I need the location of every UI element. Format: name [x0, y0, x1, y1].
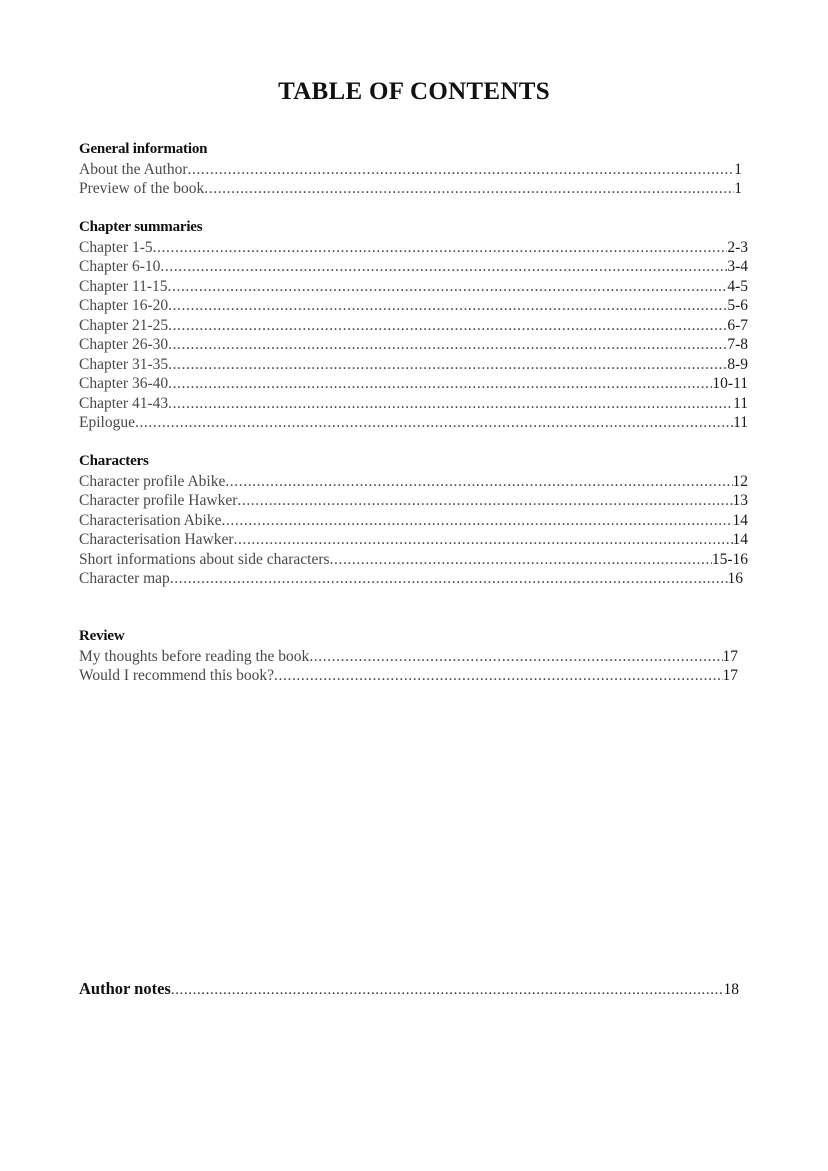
entry-label: Chapter 41-43: [79, 394, 169, 412]
entry-page: 14: [732, 511, 748, 529]
entry-label: Would I recommend this book?: [79, 667, 275, 684]
entry-page: 10-11: [712, 375, 748, 392]
toc-entry[interactable]: [79, 316, 748, 336]
dot-leader: [168, 374, 712, 394]
entry-label: Chapter 31-35: [79, 355, 169, 373]
dot-leader: [168, 394, 733, 414]
author-notes-page: 18: [723, 981, 739, 998]
dot-leader: [135, 413, 733, 433]
entry-page: 11: [733, 414, 748, 431]
entry-page: 17: [722, 667, 738, 684]
toc-entry[interactable]: [79, 569, 743, 589]
toc-entry[interactable]: [79, 530, 748, 550]
dot-leader: [204, 179, 734, 199]
section-characters: [79, 452, 748, 589]
entry-page: 5-6: [727, 297, 748, 314]
toc-entry[interactable]: [79, 257, 748, 277]
dot-leader: [188, 160, 735, 180]
author-notes-label: Author notes: [79, 979, 171, 998]
entry-label: Chapter 16-20: [79, 297, 169, 314]
section-chapter-summaries: [79, 218, 748, 433]
toc-entry[interactable]: [79, 647, 738, 667]
dot-leader: [237, 491, 732, 511]
toc-entry[interactable]: [79, 666, 738, 686]
section-heading: Review: [79, 628, 125, 644]
toc-entry[interactable]: [79, 472, 748, 492]
toc-entry[interactable]: [79, 160, 742, 180]
entry-page: 12: [732, 472, 748, 490]
entry-label: Character map: [79, 570, 170, 587]
entry-page: 4-5: [727, 277, 748, 295]
toc-entry[interactable]: [79, 550, 748, 570]
entry-page: 7-8: [727, 336, 748, 353]
section-heading: Chapter summaries: [79, 219, 203, 235]
dot-leader: [171, 980, 724, 1000]
toc-entry[interactable]: [79, 413, 748, 433]
entry-label: Characterisation Hawker: [79, 531, 234, 548]
entry-label: Chapter 11-15: [79, 277, 168, 295]
dot-leader: [234, 530, 733, 550]
entry-page: 8-9: [727, 355, 748, 373]
dot-leader: [274, 666, 722, 686]
entry-label: Characterisation Abike: [79, 511, 222, 529]
entry-label: Preview of the book: [79, 180, 205, 197]
entry-label: About the Author: [79, 160, 188, 178]
entry-label: Chapter 21-25: [79, 316, 169, 334]
section-review: [79, 627, 738, 686]
toc-entry[interactable]: [79, 277, 748, 297]
entry-label: Chapter 6-10: [79, 258, 161, 275]
entry-page: 3-4: [727, 258, 748, 275]
entry-page: 15-16: [711, 550, 748, 568]
entry-page: 16: [727, 570, 743, 587]
toc-entry[interactable]: [79, 355, 748, 375]
toc-entry[interactable]: [79, 238, 748, 258]
dot-leader: [168, 296, 727, 316]
dot-leader: [309, 647, 722, 667]
entry-page: 14: [732, 531, 748, 548]
entry-page: 11: [733, 394, 748, 412]
entry-label: My thoughts before reading the book: [79, 647, 310, 665]
toc-entry[interactable]: [79, 491, 748, 511]
author-notes-entry[interactable]: [79, 979, 739, 1000]
dot-leader: [168, 316, 727, 336]
entry-page: 2-3: [727, 238, 748, 256]
entry-page: 13: [732, 492, 748, 509]
entry-label: Character profile Hawker: [79, 492, 238, 509]
page-title: TABLE OF CONTENTS: [278, 78, 550, 105]
entry-label: Chapter 1-5: [79, 238, 153, 256]
toc-entry[interactable]: [79, 374, 748, 394]
entry-label: Chapter 36-40: [79, 375, 169, 392]
entry-page: 1: [734, 180, 742, 197]
dot-leader: [168, 335, 727, 355]
dot-leader: [221, 511, 732, 531]
toc-entry[interactable]: [79, 179, 742, 199]
dot-leader: [225, 472, 732, 492]
section-heading: General information: [79, 141, 208, 157]
dot-leader: [168, 277, 728, 297]
section-heading: Characters: [79, 453, 149, 469]
dot-leader: [168, 355, 727, 375]
entry-label: Character profile Abike: [79, 472, 226, 490]
dot-leader: [153, 238, 728, 258]
entry-page: 1: [734, 160, 742, 178]
entry-label: Epilogue: [79, 414, 135, 431]
toc-entry[interactable]: [79, 296, 748, 316]
dot-leader: [330, 550, 712, 570]
toc-entry[interactable]: [79, 335, 748, 355]
toc-entry[interactable]: [79, 511, 748, 531]
section-general-information: [79, 140, 742, 199]
entry-page: 17: [722, 647, 738, 665]
entry-page: 6-7: [727, 316, 748, 334]
entry-label: Short informations about side characters: [79, 550, 330, 568]
toc-entry[interactable]: [79, 394, 748, 414]
entry-label: Chapter 26-30: [79, 336, 169, 353]
dot-leader: [170, 569, 728, 589]
dot-leader: [160, 257, 727, 277]
